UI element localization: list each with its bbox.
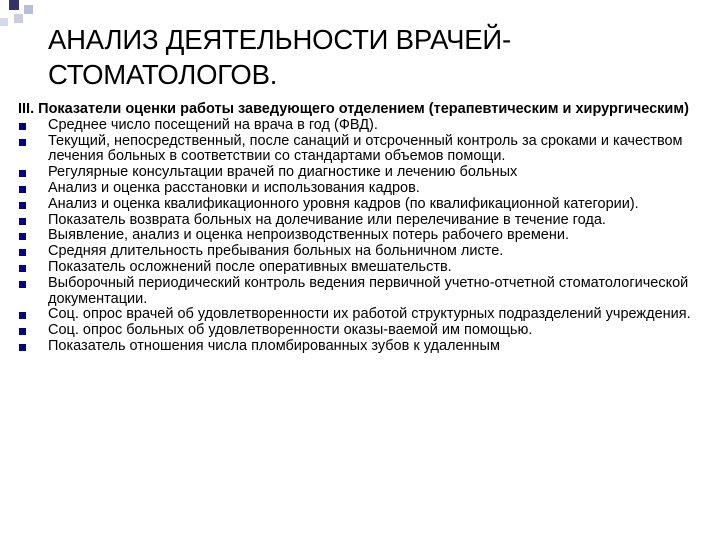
square-bullet-icon [19, 186, 26, 193]
square-bullet-icon [19, 265, 26, 272]
list-item: Анализ и оценка квалификационного уровня кадров (по квалификационной категории). [18, 197, 712, 213]
square-bullet-icon [19, 170, 26, 177]
list-item: Показатель осложнений после оперативных вмешательств. [18, 260, 712, 276]
square-bullet-icon [19, 218, 26, 225]
list-item: Средняя длительность пребывания больных на больничном листе. [18, 244, 712, 260]
list-item: Среднее число посещений на врача в год (ФВД). [18, 118, 712, 134]
deco-square-dark [9, 0, 19, 10]
section-heading: III. Показатели оценки работы заведующего отделением (терапевтическим и хирургическим) [18, 101, 689, 117]
list-item: Выборочный периодический контроль ведения первичной учетно-отчетной стоматологической документации. [18, 276, 712, 308]
square-bullet-icon [19, 281, 26, 288]
list-item: Регулярные консультации врачей по диагностике и лечению больных [18, 165, 712, 181]
list-item: Анализ и оценка расстановки и использования кадров. [18, 181, 712, 197]
square-bullet-icon [19, 312, 26, 319]
list-item: Соц. опрос врачей об удовлетворенности их работой структурных подразделений учреждения. [18, 307, 712, 323]
indicator-list [18, 118, 712, 355]
list-item: Соц. опрос больных об удовлетворенности оказы-ваемой им помощью. [18, 323, 712, 339]
list-item: Выявление, анализ и оценка непроизводственных потерь рабочего времени. [18, 228, 712, 244]
deco-square-light [0, 18, 8, 26]
list-item: Текущий, непосредственный, после санаций и отсроченный контроль за сроками и качеством лечения больных в соответствии со стандартами объемов помощи. [18, 134, 712, 166]
square-bullet-icon [19, 344, 26, 351]
corner-decoration [0, 0, 40, 40]
square-bullet-icon [19, 202, 26, 209]
list-item: Показатель возврата больных на долечивание или перелечивание в течение года. [18, 213, 712, 229]
square-bullet-icon [19, 328, 26, 335]
square-bullet-icon [19, 249, 26, 256]
square-bullet-icon [19, 233, 26, 240]
page-title: АНАЛИЗ ДЕЯТЕЛЬНОСТИ ВРАЧЕЙ-СТОМАТОЛОГОВ. [48, 24, 511, 90]
square-bullet-icon [19, 123, 26, 130]
deco-square-light [14, 14, 23, 23]
square-bullet-icon [19, 139, 26, 146]
content-body [18, 102, 712, 355]
list-item: Показатель отношения числа пломбированных зубов к удаленным [18, 339, 712, 355]
deco-square-light [24, 5, 33, 14]
